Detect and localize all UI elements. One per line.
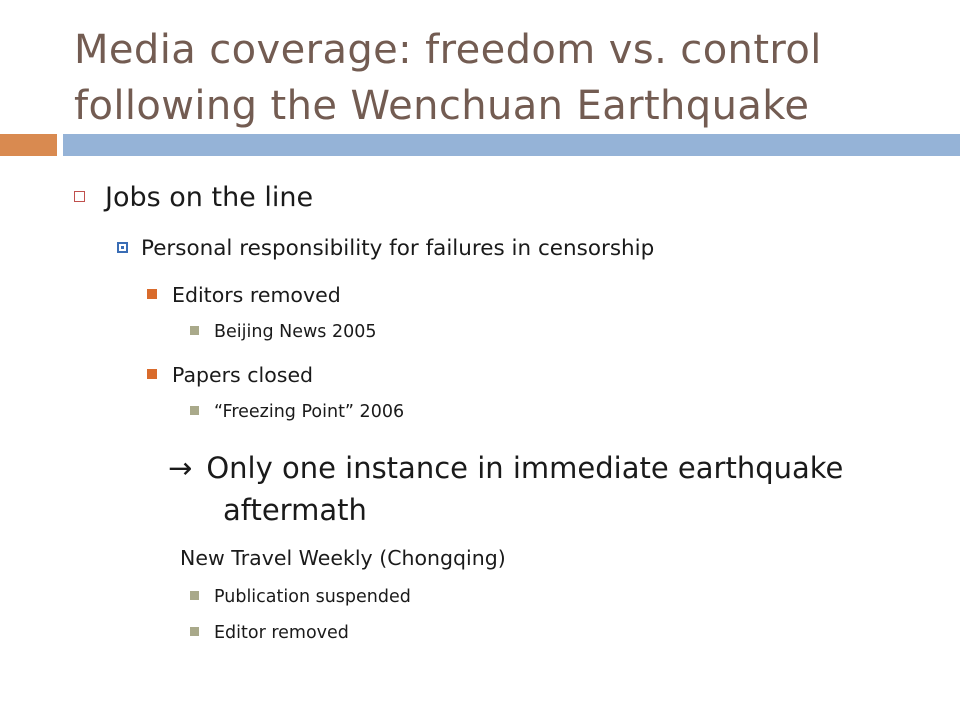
arrow-statement-text-line-2: aftermath [223,493,367,527]
bullet-level-1 [74,182,313,213]
title-accent-bar-blue [63,134,960,156]
bullet-level-3 [147,283,341,307]
bullet-text: “Freezing Point” 2006 [214,402,405,422]
bullet-level-4 [190,587,411,607]
bullet-text: Papers closed [172,363,314,387]
slide-title [74,22,934,134]
hollow-square-bullet-icon [74,191,85,202]
bullet-level-4 [190,623,349,643]
gray-square-bullet-icon [190,627,199,636]
slide-title-line-2: following the Wenchuan Earthquake [74,83,810,129]
title-accent-bar-orange [0,134,57,156]
arrow-statement-text-line-1: Only one instance in immediate earthquake [206,451,844,485]
gray-square-bullet-icon [190,326,199,335]
bullet-text: Personal responsibility for failures in censorship [141,236,655,261]
bullet-level-3 [147,363,313,387]
subheading-text: New Travel Weekly (Chongqing) [180,546,506,570]
slide-title-line-1: Media coverage: freedom vs. control [74,27,822,73]
orange-square-bullet-icon [147,289,157,299]
bullet-text: Editors removed [172,283,341,307]
arrow-statement-continuation [223,490,367,530]
gray-square-bullet-icon [190,406,199,415]
bullet-level-2 [117,236,654,261]
subheading [180,546,506,570]
bullet-level-4 [190,322,377,342]
bullet-text: Editor removed [214,623,349,643]
right-arrow-icon: → [168,451,193,485]
bullet-level-4 [190,402,404,422]
orange-square-bullet-icon [147,369,157,379]
gray-square-bullet-icon [190,591,199,600]
bullet-text: Jobs on the line [105,182,314,213]
bullet-text: Beijing News 2005 [214,322,377,342]
arrow-statement [168,448,843,488]
framed-square-bullet-icon [117,242,128,253]
bullet-text: Publication suspended [214,587,411,607]
